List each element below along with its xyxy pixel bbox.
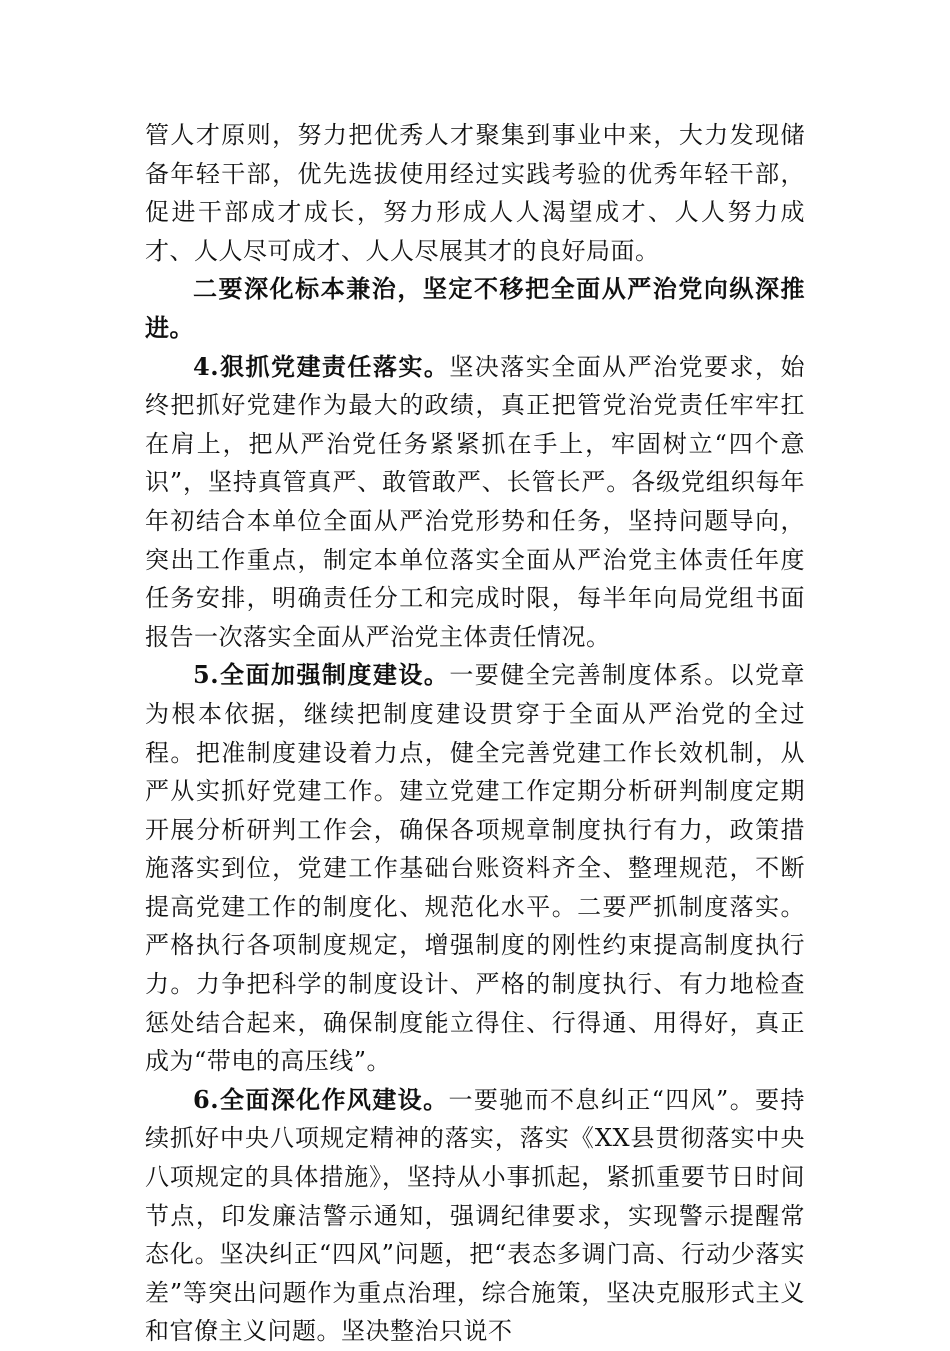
paragraph-talent [145,116,805,270]
paragraph-item-4 [145,348,805,657]
item-4-title: 4.狠抓党建责任落实。 [193,351,450,381]
paragraph-item-5 [145,656,805,1081]
paragraph-text: 管人才原则，努力把优秀人才聚集到事业中来，大力发现储备年轻干部，优先选拔使用经过实践考验的优秀年轻干部，促进干部成才成长，努力形成人人渴望成才、人人努力成才、人人尽可成才、人人尽展其才的良好局面。 [145,121,805,265]
item-4-text: 坚决落实全面从严治党要求，始终把抓好党建作为最大的政绩，真正把管党治党责任牢牢扛在肩上，把从严治党任务紧紧抓在手上，牢固树立“四个意识”，坚持真管真严、敢管敢严、长管长严。各级党组织每年年初结合本单位全面从严治党形势和任务，坚持问题导向，突出工作重点，制定本单位落实全面从严治党主体责任年度任务安排，明确责任分工和完成时限，每半年向局党组书面报告一次落实全面从严治党主体责任情况。 [145,352,805,651]
paragraph-item-6 [145,1081,805,1351]
item-6-text: 一要驰而不息纠正“四风”。要持续抓好中央八项规定精神的落实，落实《XX县贯彻落实中央八项规定的具体措施》，坚持从小事抓起，紧抓重要节日时间节点，印发廉洁警示通知，强调纪律要求，实现警示提醒常态化。坚决纠正“四风”问题，把“表态多调门高、行动少落实差”等突出问题作为重点治理，综合施策，坚决克服形式主义和官僚主义问题。坚决整治只说不 [145,1085,805,1346]
section-heading-text: 二要深化标本兼治，坚定不移把全面从严治党向纵深推进。 [145,274,805,342]
document-page [145,116,805,1351]
item-5-text: 一要健全完善制度体系。以党章为根本依据，继续把制度建设贯穿于全面从严治党的全过程。把准制度建设着力点，健全完善党建工作长效机制，从严从实抓好党建工作。建立党建工作定期分析研判制度定期开展分析研判工作会，确保各项规章制度执行有力，政策措施落实到位，党建工作基础台账资料齐全、整理规范，不断提高党建工作的制度化、规范化水平。二要严抓制度落实。严格执行各项制度规定，增强制度的刚性约束提高制度执行力。力争把科学的制度设计、严格的制度执行、有力地检查惩处结合起来，确保制度能立得住、行得通、用得好，真正成为“带电的高压线”。 [145,661,805,1076]
section-heading [145,270,805,347]
item-6-title: 6.全面深化作风建设。 [193,1084,449,1114]
item-5-title: 5.全面加强制度建设。 [193,660,450,690]
